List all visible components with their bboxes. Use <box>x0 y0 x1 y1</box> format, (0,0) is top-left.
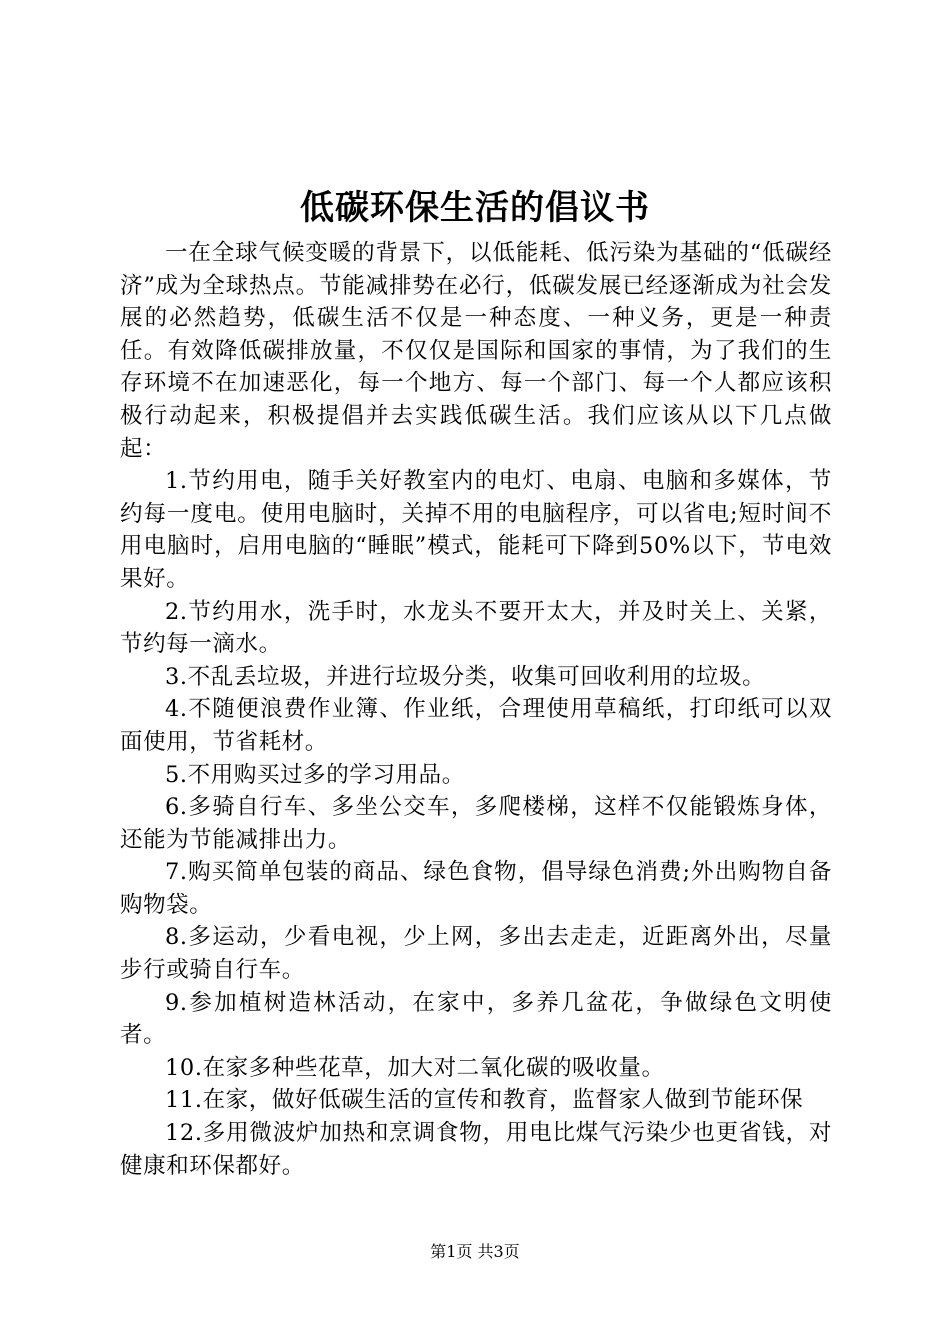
list-item: 12.多用微波炉加热和烹调食物，用电比煤气污染少也更省钱，对健康和环保都好。 <box>120 1120 832 1179</box>
list-item: 5.不用购买过多的学习用品。 <box>165 761 465 788</box>
list-item: 7.购买简单包装的商品、绿色食物，倡导绿色消费;外出购物自备购物袋。 <box>120 859 832 918</box>
document-title: 低碳环保生活的倡议书 <box>300 188 650 228</box>
page-number-footer: 第1页 共3页 <box>430 1242 520 1261</box>
list-item: 3.不乱丢垃圾，并进行垃圾分类，收集可回收利用的垃圾。 <box>165 663 766 690</box>
list-item: 2.节约用水，洗手时，水龙头不要开太大，并及时关上、关紧，节约每一滴水。 <box>120 598 832 658</box>
list-item: 6.多骑自行车、多坐公交车，多爬楼梯，这样不仅能锻炼身体，还能为节能减排出力。 <box>120 794 832 853</box>
list-item: 11.在家，做好低碳生活的宣传和教育，监督家人做到节能环保 <box>165 1087 804 1114</box>
document-body <box>120 237 832 1182</box>
list-item: 9.参加植树造林活动，在家中，多养几盆花，争做绿色文明使者。 <box>120 989 832 1049</box>
list-item: 4.不随便浪费作业簿、作业纸，合理使用草稿纸，打印纸可以双面使用，节省耗材。 <box>120 696 832 755</box>
list-item: 10.在家多种些花草，加大对二氧化碳的吸收量。 <box>165 1054 665 1081</box>
list-item: 1.节约用电，随手关好教室内的电灯、电扇、电脑和多媒体，节约每一度电。使用电脑时，关掉不用的电脑程序，可以省电;短时间不用电脑时，启用电脑的“睡眠”模式，能耗可下降到50%以下，节电效果好。 <box>120 468 832 592</box>
intro-paragraph: 一在全球气候变暖的背景下，以低能耗、低污染为基础的“低碳经济”成为全球热点。节能减排势在必行，低碳发展已经逐渐成为社会发展的必然趋势，低碳生活不仅是一种态度、一种义务，更是一种责任。有效降低碳排放量，不仅仅是国际和国家的事情，为了我们的生存环境不在加速恶化，每一个地方、每一个部门、每一个人都应该积极行动起来，积极提倡并去实践低碳生活。我们应该从以下几点做起： <box>120 240 832 462</box>
list-item: 8.多运动，少看电视，少上网，多出去走走，近距离外出，尽量步行或骑自行车。 <box>120 924 832 984</box>
